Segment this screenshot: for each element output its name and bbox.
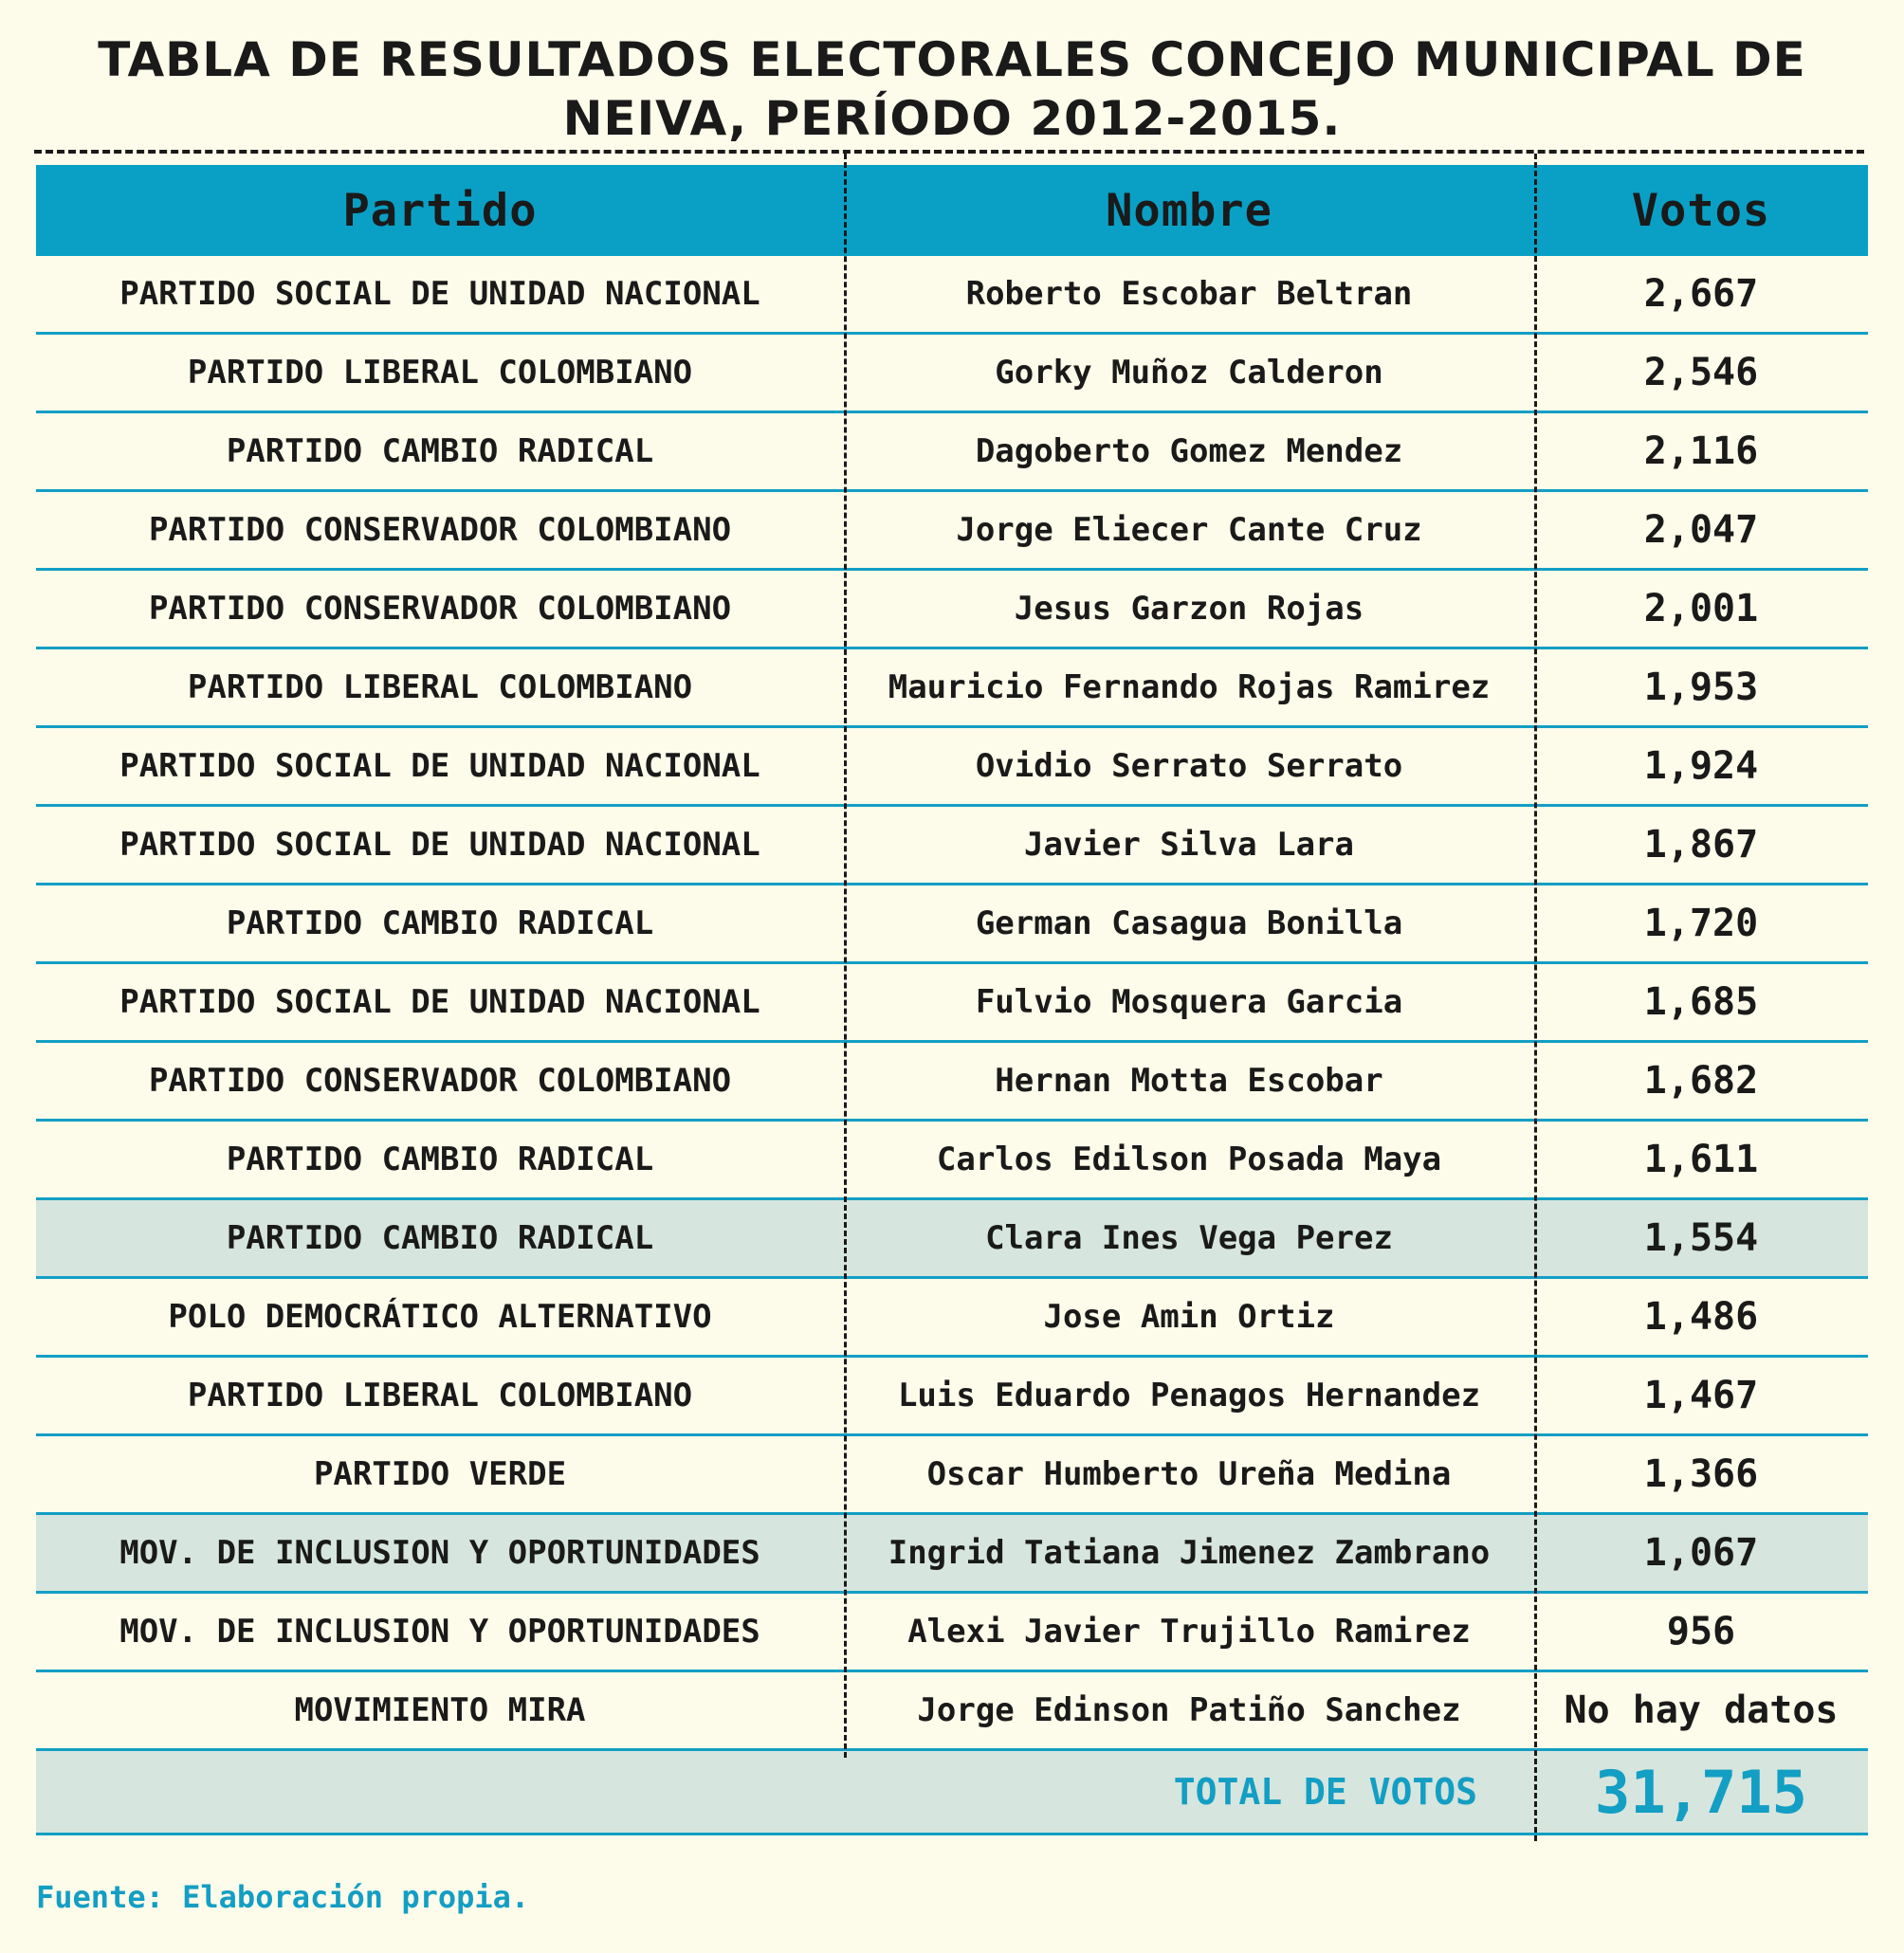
votes-cell: 2,001 — [1534, 570, 1868, 648]
candidate-name-cell: Dagoberto Gomez Mendez — [844, 412, 1534, 491]
page-title: TABLA DE RESULTADOS ELECTORALES CONCEJO MUNICIPAL DE NEIVA, PERÍODO 2012-2015. — [98, 32, 1806, 146]
candidate-name-cell: Alexi Javier Trujillo Ramirez — [844, 1593, 1534, 1671]
table-row — [36, 256, 1868, 334]
table-row — [36, 491, 1868, 570]
table-row — [36, 1435, 1868, 1514]
table-row — [36, 1278, 1868, 1357]
votes-cell: 1,067 — [1534, 1514, 1868, 1593]
votes-cell: 1,611 — [1534, 1121, 1868, 1199]
table-row — [36, 727, 1868, 806]
candidate-name-cell: Gorky Muñoz Calderon — [844, 334, 1534, 412]
candidate-name-cell: Ovidio Serrato Serrato — [844, 727, 1534, 806]
table-row — [36, 1121, 1868, 1199]
votes-cell: 1,867 — [1534, 806, 1868, 885]
party-cell: PARTIDO LIBERAL COLOMBIANO — [36, 334, 844, 412]
party-cell: PARTIDO SOCIAL DE UNIDAD NACIONAL — [36, 727, 844, 806]
party-cell: PARTIDO CAMBIO RADICAL — [36, 1121, 844, 1199]
votes-cell: 2,116 — [1534, 412, 1868, 491]
candidate-name-cell: Luis Eduardo Penagos Hernandez — [844, 1357, 1534, 1435]
candidate-name-cell: German Casagua Bonilla — [844, 885, 1534, 963]
column-header-votos: Votos — [1534, 165, 1868, 256]
table-row — [36, 885, 1868, 963]
party-cell: POLO DEMOCRÁTICO ALTERNATIVO — [36, 1278, 844, 1357]
candidate-name-cell: Fulvio Mosquera Garcia — [844, 963, 1534, 1042]
votes-cell: 1,953 — [1534, 648, 1868, 727]
candidate-name-cell: Roberto Escobar Beltran — [844, 256, 1534, 334]
votes-cell: 1,720 — [1534, 885, 1868, 963]
party-cell: MOV. DE INCLUSION Y OPORTUNIDADES — [36, 1514, 844, 1593]
table-row — [36, 1199, 1868, 1278]
candidate-name-cell: Carlos Edilson Posada Maya — [844, 1121, 1534, 1199]
column-divider-2 — [1534, 154, 1537, 1841]
source-note: Fuente: Elaboración propia. — [36, 1879, 530, 1915]
party-cell: PARTIDO SOCIAL DE UNIDAD NACIONAL — [36, 806, 844, 885]
party-cell: PARTIDO CAMBIO RADICAL — [36, 1199, 844, 1278]
votes-cell: 956 — [1534, 1593, 1868, 1671]
table-row — [36, 963, 1868, 1042]
party-cell: PARTIDO SOCIAL DE UNIDAD NACIONAL — [36, 963, 844, 1042]
party-cell: PARTIDO CONSERVADOR COLOMBIANO — [36, 491, 844, 570]
party-cell: PARTIDO SOCIAL DE UNIDAD NACIONAL — [36, 256, 844, 334]
votes-cell: 2,546 — [1534, 334, 1868, 412]
table-row — [36, 412, 1868, 491]
votes-cell: 1,486 — [1534, 1278, 1868, 1357]
votes-cell: 1,366 — [1534, 1435, 1868, 1514]
party-cell: PARTIDO VERDE — [36, 1435, 844, 1514]
top-dashed-divider — [34, 150, 1864, 154]
votes-cell: 2,047 — [1534, 491, 1868, 570]
table-row — [36, 1671, 1868, 1750]
table-row — [36, 1042, 1868, 1121]
candidate-name-cell: Ingrid Tatiana Jimenez Zambrano — [844, 1514, 1534, 1593]
votes-cell: No hay datos — [1534, 1671, 1868, 1750]
results-table — [36, 165, 1868, 1835]
votes-cell: 1,554 — [1534, 1199, 1868, 1278]
candidate-name-cell: Jorge Eliecer Cante Cruz — [844, 491, 1534, 570]
table-row — [36, 334, 1868, 412]
party-cell: PARTIDO LIBERAL COLOMBIANO — [36, 648, 844, 727]
column-header-partido: Partido — [36, 165, 844, 256]
votes-cell: 2,667 — [1534, 256, 1868, 334]
candidate-name-cell: Mauricio Fernando Rojas Ramirez — [844, 648, 1534, 727]
party-cell: PARTIDO CAMBIO RADICAL — [36, 412, 844, 491]
party-cell: PARTIDO LIBERAL COLOMBIANO — [36, 1357, 844, 1435]
column-divider-1 — [844, 154, 847, 1758]
candidate-name-cell: Oscar Humberto Ureña Medina — [844, 1435, 1534, 1514]
total-label: TOTAL DE VOTOS — [36, 1750, 1534, 1834]
total-value: 31,715 — [1534, 1750, 1868, 1834]
party-cell: MOVIMIENTO MIRA — [36, 1671, 844, 1750]
candidate-name-cell: Jorge Edinson Patiño Sanchez — [844, 1671, 1534, 1750]
candidate-name-cell: Clara Ines Vega Perez — [844, 1199, 1534, 1278]
votes-cell: 1,467 — [1534, 1357, 1868, 1435]
votes-cell: 1,685 — [1534, 963, 1868, 1042]
table-header-row — [36, 165, 1868, 256]
party-cell: PARTIDO CONSERVADOR COLOMBIANO — [36, 570, 844, 648]
candidate-name-cell: Hernan Motta Escobar — [844, 1042, 1534, 1121]
table-row — [36, 648, 1868, 727]
party-cell: PARTIDO CONSERVADOR COLOMBIANO — [36, 1042, 844, 1121]
table-row — [36, 1514, 1868, 1593]
table-row — [36, 1357, 1868, 1435]
total-row — [36, 1750, 1868, 1834]
votes-cell: 1,924 — [1534, 727, 1868, 806]
candidate-name-cell: Jesus Garzon Rojas — [844, 570, 1534, 648]
party-cell: MOV. DE INCLUSION Y OPORTUNIDADES — [36, 1593, 844, 1671]
party-cell: PARTIDO CAMBIO RADICAL — [36, 885, 844, 963]
table-row — [36, 1593, 1868, 1671]
candidate-name-cell: Jose Amin Ortiz — [844, 1278, 1534, 1357]
table-row — [36, 570, 1868, 648]
candidate-name-cell: Javier Silva Lara — [844, 806, 1534, 885]
votes-cell: 1,682 — [1534, 1042, 1868, 1121]
table-row — [36, 806, 1868, 885]
column-header-nombre: Nombre — [844, 165, 1534, 256]
